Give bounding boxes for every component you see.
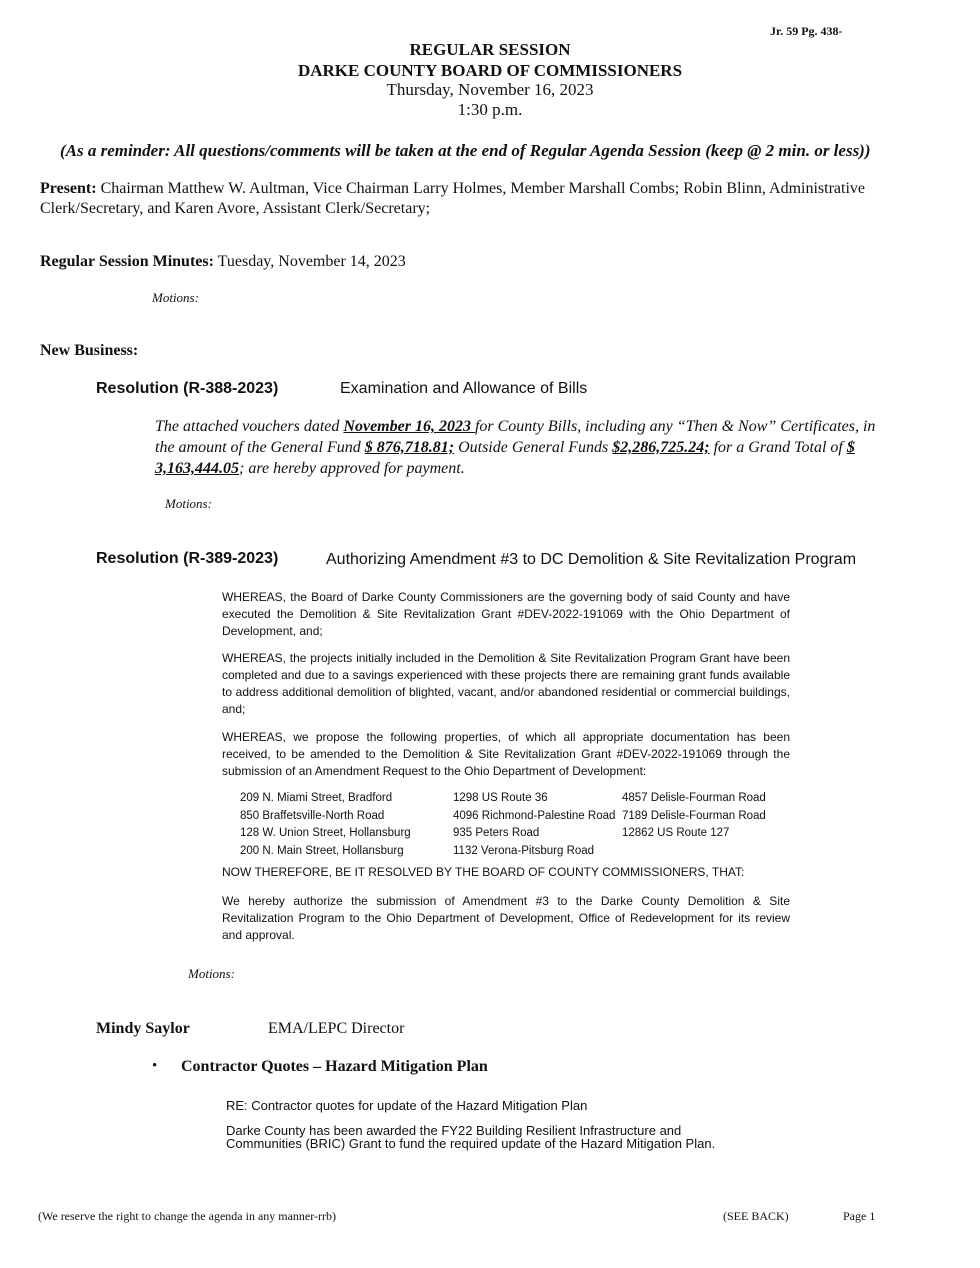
address-column-2 <box>453 790 615 860</box>
scan-speck: · <box>630 628 632 634</box>
footer-note: (We reserve the right to change the agenda in any manner-rrb) <box>38 1209 336 1223</box>
address-item: 4857 Delisle-Fourman Road <box>622 792 766 804</box>
session-title: REGULAR SESSION <box>409 40 571 59</box>
bullet-icon: • <box>152 1058 158 1074</box>
agenda-item-title: Contractor Quotes – Hazard Mitigation Plan <box>181 1058 488 1075</box>
agenda-item-re: RE: Contractor quotes for update of the Hazard Mitigation Plan <box>226 1098 588 1113</box>
outside-funds-amount: $2,286,725.24; <box>612 439 710 456</box>
general-fund-amount: $ 876,718.81; <box>364 439 455 456</box>
address-item: 935 Peters Road <box>453 827 540 839</box>
address-column-1 <box>240 790 411 860</box>
address-item: 209 N. Miami Street, Bradford <box>240 792 393 804</box>
reminder-note: (As a reminder: All questions/comments will be taken at the end of Regular Agenda Session (keep @ 2 min. or less)) <box>60 141 871 160</box>
presenter-role: EMA/LEPC Director <box>268 1020 405 1037</box>
see-back: (SEE BACK) <box>723 1209 789 1223</box>
resolution-388-text <box>155 416 885 479</box>
whereas-2: WHEREAS, the projects initially included in the Demolition & Site Revitalization Program Grant have been completed and due to a savings experienced with these projects there are remaining grant funds available to address additional demolition of blighted, vacant, and/or abandoned residential or commercial buildings, and; <box>222 651 790 716</box>
board-title: DARKE COUNTY BOARD OF COMMISSIONERS <box>297 61 683 80</box>
minutes-label: Regular Session Minutes: <box>40 253 214 270</box>
meeting-time: 1:30 p.m. <box>457 100 523 119</box>
address-item: 12862 US Route 127 <box>622 827 730 839</box>
address-column-3 <box>622 790 766 843</box>
authorize-text: We hereby authorize the submission of Amendment #3 to the Darke County Demolition & Site Revitalization Program to the Ohio Department of Development, Office of Redevelopment for its review and approval. <box>222 894 790 942</box>
resolution-389-title: Authorizing Amendment #3 to DC Demolition & Site Revitalization Program <box>326 551 857 568</box>
whereas-1: WHEREAS, the Board of Darke County Commissioners are the governing body of said County and have executed the Demolition & Site Revitalization Grant #DEV-2022-191069 with the Ohio Department of Development, and; <box>222 590 790 638</box>
r388-text-3: Outside General Funds <box>454 439 613 456</box>
agenda-item-description: Darke County has been awarded the FY22 Building Resilient Infrastructure and Communities (BRIC) Grant to fund the required update of the Hazard Mitigation Plan. <box>226 1123 716 1151</box>
present-section <box>40 179 880 219</box>
now-therefore: NOW THEREFORE, BE IT RESOLVED BY THE BOARD OF COUNTY COMMISSIONERS, THAT: <box>222 865 745 879</box>
address-item: 200 N. Main Street, Hollansburg <box>240 844 404 857</box>
r388-text-4: for a Grand Total of <box>709 439 847 456</box>
minutes-date: Tuesday, November 14, 2023 <box>217 253 406 270</box>
minutes-motions: Motions: <box>152 290 199 305</box>
present-text: Chairman Matthew W. Aultman, Vice Chairman Larry Holmes, Member Marshall Combs; Robin Blinn, Administrative Clerk/Secretary, and Karen Avore, Assistant Clerk/Secretary; <box>40 180 865 217</box>
meeting-date: Thursday, November 16, 2023 <box>386 80 594 99</box>
present-label: Present: <box>40 180 97 197</box>
grand-total-amount: $ 3,163,444.05 <box>155 439 855 477</box>
resolution-388-title: Examination and Allowance of Bills <box>340 380 588 397</box>
resolution-388-motions: Motions: <box>165 496 212 511</box>
address-item: 1132 Verona-Pitsburg Road <box>453 844 595 857</box>
r388-text-1: The attached vouchers dated <box>155 418 344 435</box>
address-item: 1298 US Route 36 <box>453 792 548 804</box>
presenter-name: Mindy Saylor <box>96 1020 190 1037</box>
resolution-388-id: Resolution (R-388-2023) <box>96 380 279 397</box>
r388-text-5: ; are hereby approved for payment. <box>239 460 465 477</box>
address-item: 4096 Richmond-Palestine Road <box>453 809 616 822</box>
page-reference: Jr. 59 Pg. 438- <box>770 24 843 38</box>
address-item: 850 Braffetsville-North Road <box>240 809 385 822</box>
new-business-heading: New Business: <box>40 342 139 359</box>
minutes-section <box>40 253 406 271</box>
page-number: Page 1 <box>843 1209 876 1223</box>
address-item: 128 W. Union Street, Hollansburg <box>240 827 411 839</box>
whereas-3: WHEREAS, we propose the following properties, of which all appropriate documentation has been received, to be amended to the Demolition & Site Revitalization Grant #DEV-2022-191069 through the submission of an Amendment Request to the Ohio Department of Development: <box>222 730 790 778</box>
resolution-389-motions: Motions: <box>188 966 235 981</box>
address-item: 7189 Delisle-Fourman Road <box>622 809 766 822</box>
r388-text-2: for County Bills, including any “Then & Now” Certificates, in the amount of the General Fund <box>155 418 876 456</box>
resolution-389-id: Resolution (R-389-2023) <box>96 550 279 567</box>
voucher-date: November 16, 2023 <box>343 418 475 435</box>
